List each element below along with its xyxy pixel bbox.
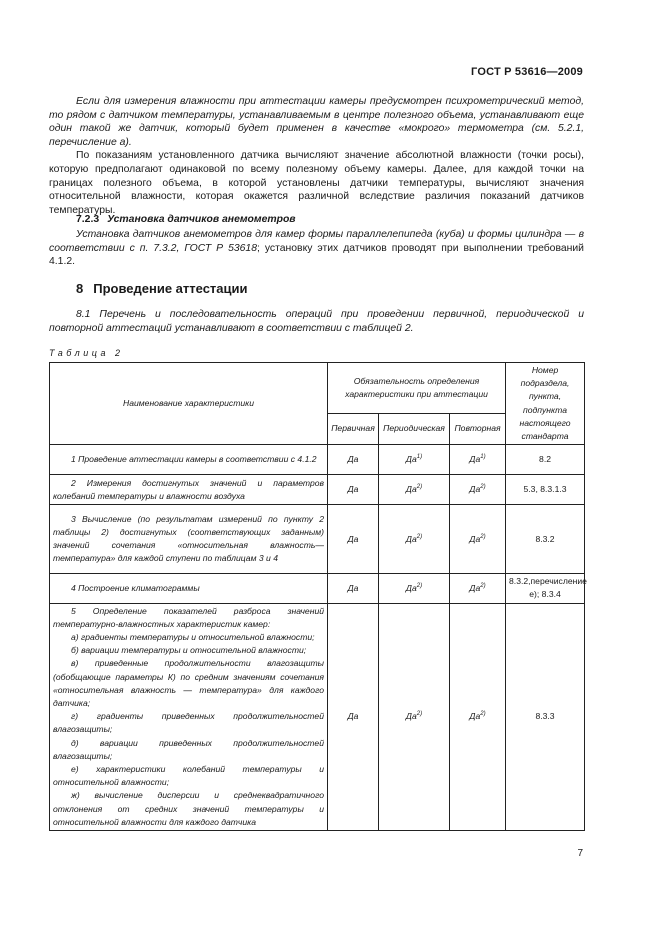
anemometer-italic-text: Установка датчиков анемометров для камер формы параллелепипеда (куба) и формы цилиндра — в соответствии с п. 7.3.2, ГОСТ Р 53618 [49, 229, 584, 254]
table-row [50, 603, 585, 830]
header-primary: Первичная [328, 413, 379, 445]
row5-item: ж) вычисление дисперсии и среднеквадратичного отклонения от средних значений температуры и относительной влажности для каждого датчика [53, 790, 324, 827]
row5-item: е) характеристики колебаний температуры и относительной влажности; [53, 764, 324, 788]
row-periodic: $Да^{1)}$ [379, 445, 450, 475]
header-mandatory: Обязательность определения характеристики при аттестации [328, 363, 506, 414]
page-number: 7 [577, 848, 583, 859]
note-paragraph: Если для измерения влажности при аттестации камеры предусмотрен психрометрический метод, то рядом с датчиком температуры, устанавливаемым в центре полезного объема, устанавливают еще один такой же датчик, который будет применен в качестве «мокрого» термометра (см. 5.2.1, перечисление а). [49, 96, 584, 148]
row-reference: 8.3.2 [506, 505, 585, 574]
anemometer-normal-text: ; установку этих датчиков проводят при выполнении требований 4.1.2. [49, 242, 584, 268]
paragraph-8-1-text: 8.1 Перечень и последовательность операций при проведении первичной, периодической и повторной аттестаций устанавливают в соответствии с таблицей 2. [49, 309, 584, 334]
row-primary: Да [328, 445, 379, 475]
header-repeat: Повторная [450, 413, 506, 445]
section-title: Проведение аттестации [93, 281, 248, 296]
humidity-paragraph: По показаниям установленного датчика вычисляют значение абсолютной влажности (точки росы), которую предполагают одинаковой по всему полезному объему камеры. Далее, для каждой точки на границах полезного объема, в которой установлены датчики температуры, вычисляют значения относительной влажности, которая окажется различной вследствие различия показаний датчиков температуры. [49, 150, 584, 216]
section-number: 8 [76, 281, 84, 296]
row-reference: 5.3, 8.3.1.3 [506, 475, 585, 505]
row-primary: Да [328, 603, 379, 830]
row-reference: 8.3.3 [506, 603, 585, 830]
row5-item: в) приведенные продолжительности влагозащиты (обобщающие параметры К) по средним значениям сочетания «относительная влажность — температура» для каждого датчика; [53, 658, 324, 709]
row-name: 1 Проведение аттестации камеры в соответствии с 4.1.2 [50, 445, 328, 475]
row-repeat: $Да^{2)}$ [450, 603, 506, 830]
attestation-table [49, 362, 585, 831]
row-primary: Да [328, 505, 379, 574]
table-row [50, 574, 585, 603]
text-block-top [49, 95, 584, 217]
row-repeat: $Да^{2)}$ [450, 475, 506, 505]
anemometer-paragraph [49, 228, 584, 269]
header-reference: Номер подраздела, пункта, подпункта настоящего стандарта [506, 363, 585, 445]
row5-item: а) градиенты температуры и относительной влажности; [71, 632, 315, 643]
table-row [50, 505, 585, 574]
row-reference: 8.2 [506, 445, 585, 475]
row-name [50, 603, 328, 830]
subsection-title: Установка датчиков анемометров [107, 214, 296, 225]
subsection-number: 7.2.3 [76, 214, 100, 225]
row-primary: Да [328, 574, 379, 603]
row-name: 2 Измерения достигнутых значений и параметров колебаний температуры и влажности воздуха [50, 475, 328, 505]
row-periodic: $Да^{2)}$ [379, 574, 450, 603]
row-primary: Да [328, 475, 379, 505]
table-row [50, 445, 585, 475]
row5-item: б) вариации температуры и относительной влажности; [71, 645, 307, 656]
row5-intro: 5 Определение показателей разброса значений температурно-влажностных характеристик камер: [53, 605, 324, 629]
header-periodic: Периодическая [379, 413, 450, 445]
subsection-heading [76, 214, 296, 225]
table-caption: Таблица 2 [49, 348, 124, 358]
row5-item: г) градиенты приведенных продолжительностей влагозащиты; [53, 711, 324, 735]
row-name: 4 Построение климатограммы [50, 574, 328, 603]
paragraph-8-1 [49, 308, 584, 335]
section-heading [76, 281, 248, 296]
table-header-row [50, 363, 585, 414]
document-code: ГОСТ Р 53616—2009 [471, 66, 583, 78]
table-row [50, 475, 585, 505]
row-repeat: $Да^{2)}$ [450, 505, 506, 574]
row-repeat: $Да^{1)}$ [450, 445, 506, 475]
row-periodic: $Да^{2)}$ [379, 505, 450, 574]
header-name: Наименование характеристики [50, 363, 328, 445]
row-periodic: $Да^{2)}$ [379, 603, 450, 830]
row-periodic: $Да^{2)}$ [379, 475, 450, 505]
row-repeat: $Да^{2)}$ [450, 574, 506, 603]
row-name: 3 Вычисление (по результатам измерений по пункту 2 таблицы 2) достигнутых (соответствующих заданным) значений сочетания «относительная влажность—температура» для каждой ступени по таблицам 3 и 4 [50, 505, 328, 574]
row-reference: 8.3.2,перечисление е); 8.3.4 [506, 574, 585, 603]
row5-item: д) вариации приведенных продолжительностей влагозащиты; [53, 737, 324, 761]
